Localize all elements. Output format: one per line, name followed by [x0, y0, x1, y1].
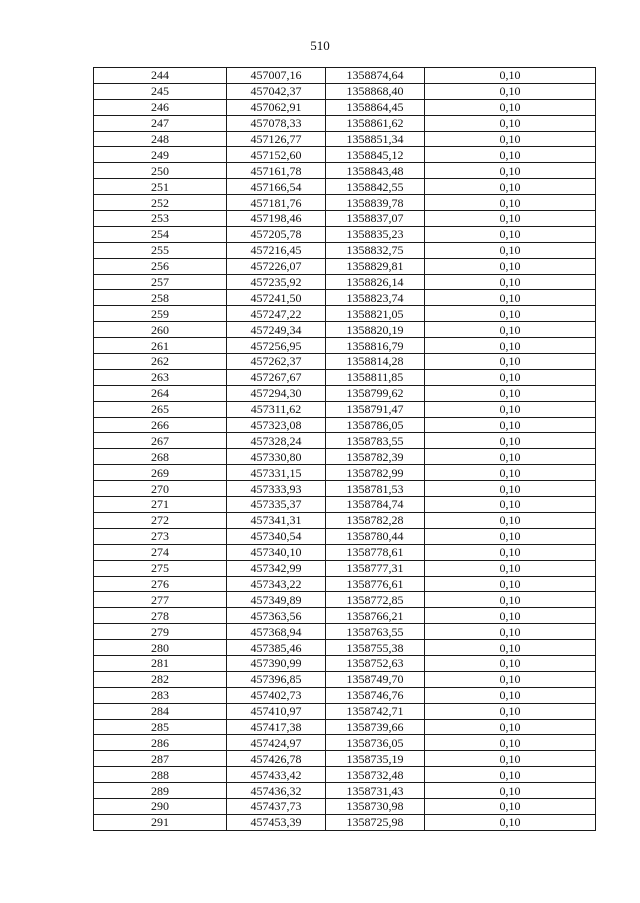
- y-coordinate-cell: 1358763,55: [326, 624, 425, 640]
- point-number-cell: 250: [94, 163, 227, 179]
- y-coordinate-cell: 1358736,05: [326, 735, 425, 751]
- y-coordinate-cell: 1358799,62: [326, 385, 425, 401]
- point-number-cell: 270: [94, 481, 227, 497]
- y-coordinate-cell: 1358730,98: [326, 798, 425, 814]
- y-coordinate-cell: 1358766,21: [326, 608, 425, 624]
- y-coordinate-cell: 1358778,61: [326, 544, 425, 560]
- x-coordinate-cell: 457007,16: [227, 68, 326, 84]
- point-number-cell: 291: [94, 814, 227, 830]
- y-coordinate-cell: 1358781,53: [326, 481, 425, 497]
- x-coordinate-cell: 457256,95: [227, 338, 326, 354]
- accuracy-cell: 0,10: [425, 115, 596, 131]
- y-coordinate-cell: 1358864,45: [326, 99, 425, 115]
- x-coordinate-cell: 457368,94: [227, 624, 326, 640]
- table-row: [94, 385, 596, 401]
- point-number-cell: 280: [94, 640, 227, 656]
- x-coordinate-cell: 457198,46: [227, 211, 326, 227]
- x-coordinate-cell: 457311,62: [227, 401, 326, 417]
- y-coordinate-cell: 1358835,23: [326, 226, 425, 242]
- point-number-cell: 284: [94, 703, 227, 719]
- table-row: [94, 68, 596, 84]
- table-row: [94, 290, 596, 306]
- point-number-cell: 268: [94, 449, 227, 465]
- y-coordinate-cell: 1358739,66: [326, 719, 425, 735]
- x-coordinate-cell: 457335,37: [227, 497, 326, 513]
- accuracy-cell: 0,10: [425, 814, 596, 830]
- table-row: [94, 131, 596, 147]
- accuracy-cell: 0,10: [425, 226, 596, 242]
- point-number-cell: 244: [94, 68, 227, 84]
- y-coordinate-cell: 1358811,85: [326, 369, 425, 385]
- point-number-cell: 263: [94, 369, 227, 385]
- accuracy-cell: 0,10: [425, 783, 596, 799]
- x-coordinate-cell: 457161,78: [227, 163, 326, 179]
- table-row: [94, 354, 596, 370]
- accuracy-cell: 0,10: [425, 163, 596, 179]
- accuracy-cell: 0,10: [425, 83, 596, 99]
- table-row: [94, 83, 596, 99]
- x-coordinate-cell: 457453,39: [227, 814, 326, 830]
- y-coordinate-cell: 1358820,19: [326, 322, 425, 338]
- point-number-cell: 255: [94, 242, 227, 258]
- accuracy-cell: 0,10: [425, 290, 596, 306]
- accuracy-cell: 0,10: [425, 751, 596, 767]
- x-coordinate-cell: 457343,22: [227, 576, 326, 592]
- x-coordinate-cell: 457042,37: [227, 83, 326, 99]
- table-row: [94, 544, 596, 560]
- accuracy-cell: 0,10: [425, 560, 596, 576]
- point-number-cell: 278: [94, 608, 227, 624]
- x-coordinate-cell: 457166,54: [227, 179, 326, 195]
- y-coordinate-cell: 1358742,71: [326, 703, 425, 719]
- point-number-cell: 254: [94, 226, 227, 242]
- y-coordinate-cell: 1358829,81: [326, 258, 425, 274]
- x-coordinate-cell: 457402,73: [227, 687, 326, 703]
- y-coordinate-cell: 1358749,70: [326, 671, 425, 687]
- table-row: [94, 449, 596, 465]
- point-number-cell: 282: [94, 671, 227, 687]
- accuracy-cell: 0,10: [425, 497, 596, 513]
- x-coordinate-cell: 457342,99: [227, 560, 326, 576]
- x-coordinate-cell: 457216,45: [227, 242, 326, 258]
- x-coordinate-cell: 457205,78: [227, 226, 326, 242]
- x-coordinate-cell: 457330,80: [227, 449, 326, 465]
- accuracy-cell: 0,10: [425, 258, 596, 274]
- accuracy-cell: 0,10: [425, 147, 596, 163]
- point-number-cell: 258: [94, 290, 227, 306]
- x-coordinate-cell: 457437,73: [227, 798, 326, 814]
- point-number-cell: 290: [94, 798, 227, 814]
- x-coordinate-cell: 457417,38: [227, 719, 326, 735]
- accuracy-cell: 0,10: [425, 211, 596, 227]
- x-coordinate-cell: 457323,08: [227, 417, 326, 433]
- table-row: [94, 242, 596, 258]
- table-row: [94, 703, 596, 719]
- point-number-cell: 273: [94, 528, 227, 544]
- table-row: [94, 401, 596, 417]
- point-number-cell: 266: [94, 417, 227, 433]
- accuracy-cell: 0,10: [425, 131, 596, 147]
- y-coordinate-cell: 1358851,34: [326, 131, 425, 147]
- table-row: [94, 195, 596, 211]
- y-coordinate-cell: 1358777,31: [326, 560, 425, 576]
- x-coordinate-cell: 457331,15: [227, 465, 326, 481]
- table-body: [94, 68, 596, 831]
- y-coordinate-cell: 1358823,74: [326, 290, 425, 306]
- point-number-cell: 269: [94, 465, 227, 481]
- table-row: [94, 369, 596, 385]
- table-row: [94, 99, 596, 115]
- x-coordinate-cell: 457390,99: [227, 655, 326, 671]
- y-coordinate-cell: 1358782,39: [326, 449, 425, 465]
- y-coordinate-cell: 1358752,63: [326, 655, 425, 671]
- point-number-cell: 277: [94, 592, 227, 608]
- table-row: [94, 735, 596, 751]
- point-number-cell: 286: [94, 735, 227, 751]
- x-coordinate-cell: 457181,76: [227, 195, 326, 211]
- table-row: [94, 274, 596, 290]
- x-coordinate-cell: 457396,85: [227, 671, 326, 687]
- table-row: [94, 655, 596, 671]
- accuracy-cell: 0,10: [425, 385, 596, 401]
- accuracy-cell: 0,10: [425, 512, 596, 528]
- accuracy-cell: 0,10: [425, 322, 596, 338]
- x-coordinate-cell: 457267,67: [227, 369, 326, 385]
- table-row: [94, 528, 596, 544]
- point-number-cell: 248: [94, 131, 227, 147]
- accuracy-cell: 0,10: [425, 99, 596, 115]
- x-coordinate-cell: 457249,34: [227, 322, 326, 338]
- y-coordinate-cell: 1358837,07: [326, 211, 425, 227]
- accuracy-cell: 0,10: [425, 306, 596, 322]
- x-coordinate-cell: 457349,89: [227, 592, 326, 608]
- accuracy-cell: 0,10: [425, 544, 596, 560]
- table-row: [94, 512, 596, 528]
- y-coordinate-cell: 1358731,43: [326, 783, 425, 799]
- accuracy-cell: 0,10: [425, 433, 596, 449]
- x-coordinate-cell: 457385,46: [227, 640, 326, 656]
- table-row: [94, 147, 596, 163]
- point-number-cell: 271: [94, 497, 227, 513]
- point-number-cell: 264: [94, 385, 227, 401]
- point-number-cell: 279: [94, 624, 227, 640]
- table-row: [94, 560, 596, 576]
- table-row: [94, 608, 596, 624]
- table-row: [94, 687, 596, 703]
- table-row: [94, 211, 596, 227]
- accuracy-cell: 0,10: [425, 401, 596, 417]
- x-coordinate-cell: 457340,54: [227, 528, 326, 544]
- table-row: [94, 814, 596, 830]
- y-coordinate-cell: 1358874,64: [326, 68, 425, 84]
- accuracy-cell: 0,10: [425, 369, 596, 385]
- table-row: [94, 592, 596, 608]
- table-row: [94, 322, 596, 338]
- table-row: [94, 258, 596, 274]
- table-row: [94, 338, 596, 354]
- accuracy-cell: 0,10: [425, 465, 596, 481]
- point-number-cell: 276: [94, 576, 227, 592]
- point-number-cell: 249: [94, 147, 227, 163]
- x-coordinate-cell: 457410,97: [227, 703, 326, 719]
- accuracy-cell: 0,10: [425, 242, 596, 258]
- point-number-cell: 256: [94, 258, 227, 274]
- y-coordinate-cell: 1358868,40: [326, 83, 425, 99]
- x-coordinate-cell: 457363,56: [227, 608, 326, 624]
- x-coordinate-cell: 457078,33: [227, 115, 326, 131]
- table-row: [94, 751, 596, 767]
- point-number-cell: 257: [94, 274, 227, 290]
- y-coordinate-cell: 1358782,99: [326, 465, 425, 481]
- y-coordinate-cell: 1358782,28: [326, 512, 425, 528]
- x-coordinate-cell: 457062,91: [227, 99, 326, 115]
- accuracy-cell: 0,10: [425, 528, 596, 544]
- table-row: [94, 417, 596, 433]
- y-coordinate-cell: 1358776,61: [326, 576, 425, 592]
- table-row: [94, 465, 596, 481]
- accuracy-cell: 0,10: [425, 624, 596, 640]
- y-coordinate-cell: 1358735,19: [326, 751, 425, 767]
- point-number-cell: 267: [94, 433, 227, 449]
- table-row: [94, 115, 596, 131]
- point-number-cell: 289: [94, 783, 227, 799]
- table-row: [94, 433, 596, 449]
- x-coordinate-cell: 457328,24: [227, 433, 326, 449]
- x-coordinate-cell: 457247,22: [227, 306, 326, 322]
- point-number-cell: 245: [94, 83, 227, 99]
- table-row: [94, 179, 596, 195]
- point-number-cell: 259: [94, 306, 227, 322]
- accuracy-cell: 0,10: [425, 703, 596, 719]
- y-coordinate-cell: 1358814,28: [326, 354, 425, 370]
- y-coordinate-cell: 1358780,44: [326, 528, 425, 544]
- point-number-cell: 283: [94, 687, 227, 703]
- table-row: [94, 624, 596, 640]
- y-coordinate-cell: 1358816,79: [326, 338, 425, 354]
- point-number-cell: 260: [94, 322, 227, 338]
- accuracy-cell: 0,10: [425, 735, 596, 751]
- y-coordinate-cell: 1358732,48: [326, 767, 425, 783]
- coordinates-table-container: [93, 67, 595, 831]
- point-number-cell: 247: [94, 115, 227, 131]
- coordinates-table: [93, 67, 596, 831]
- accuracy-cell: 0,10: [425, 338, 596, 354]
- x-coordinate-cell: 457152,60: [227, 147, 326, 163]
- table-row: [94, 719, 596, 735]
- table-row: [94, 576, 596, 592]
- x-coordinate-cell: 457433,42: [227, 767, 326, 783]
- table-row: [94, 767, 596, 783]
- y-coordinate-cell: 1358791,47: [326, 401, 425, 417]
- accuracy-cell: 0,10: [425, 767, 596, 783]
- y-coordinate-cell: 1358842,55: [326, 179, 425, 195]
- y-coordinate-cell: 1358755,38: [326, 640, 425, 656]
- x-coordinate-cell: 457426,78: [227, 751, 326, 767]
- point-number-cell: 262: [94, 354, 227, 370]
- table-row: [94, 783, 596, 799]
- y-coordinate-cell: 1358784,74: [326, 497, 425, 513]
- point-number-cell: 253: [94, 211, 227, 227]
- x-coordinate-cell: 457340,10: [227, 544, 326, 560]
- accuracy-cell: 0,10: [425, 417, 596, 433]
- accuracy-cell: 0,10: [425, 179, 596, 195]
- x-coordinate-cell: 457235,92: [227, 274, 326, 290]
- y-coordinate-cell: 1358772,85: [326, 592, 425, 608]
- point-number-cell: 287: [94, 751, 227, 767]
- y-coordinate-cell: 1358746,76: [326, 687, 425, 703]
- point-number-cell: 275: [94, 560, 227, 576]
- accuracy-cell: 0,10: [425, 608, 596, 624]
- y-coordinate-cell: 1358725,98: [326, 814, 425, 830]
- y-coordinate-cell: 1358783,55: [326, 433, 425, 449]
- accuracy-cell: 0,10: [425, 671, 596, 687]
- x-coordinate-cell: 457241,50: [227, 290, 326, 306]
- table-row: [94, 226, 596, 242]
- x-coordinate-cell: 457294,30: [227, 385, 326, 401]
- point-number-cell: 274: [94, 544, 227, 560]
- y-coordinate-cell: 1358839,78: [326, 195, 425, 211]
- point-number-cell: 265: [94, 401, 227, 417]
- x-coordinate-cell: 457341,31: [227, 512, 326, 528]
- x-coordinate-cell: 457424,97: [227, 735, 326, 751]
- accuracy-cell: 0,10: [425, 195, 596, 211]
- accuracy-cell: 0,10: [425, 354, 596, 370]
- x-coordinate-cell: 457333,93: [227, 481, 326, 497]
- point-number-cell: 261: [94, 338, 227, 354]
- accuracy-cell: 0,10: [425, 481, 596, 497]
- accuracy-cell: 0,10: [425, 655, 596, 671]
- y-coordinate-cell: 1358843,48: [326, 163, 425, 179]
- x-coordinate-cell: 457226,07: [227, 258, 326, 274]
- point-number-cell: 281: [94, 655, 227, 671]
- y-coordinate-cell: 1358845,12: [326, 147, 425, 163]
- accuracy-cell: 0,10: [425, 274, 596, 290]
- table-row: [94, 481, 596, 497]
- table-row: [94, 798, 596, 814]
- y-coordinate-cell: 1358861,62: [326, 115, 425, 131]
- point-number-cell: 285: [94, 719, 227, 735]
- accuracy-cell: 0,10: [425, 687, 596, 703]
- accuracy-cell: 0,10: [425, 592, 596, 608]
- accuracy-cell: 0,10: [425, 68, 596, 84]
- x-coordinate-cell: 457436,32: [227, 783, 326, 799]
- table-row: [94, 306, 596, 322]
- table-row: [94, 640, 596, 656]
- point-number-cell: 288: [94, 767, 227, 783]
- point-number-cell: 252: [94, 195, 227, 211]
- y-coordinate-cell: 1358826,14: [326, 274, 425, 290]
- x-coordinate-cell: 457126,77: [227, 131, 326, 147]
- point-number-cell: 272: [94, 512, 227, 528]
- page-number: 510: [310, 38, 330, 53]
- y-coordinate-cell: 1358832,75: [326, 242, 425, 258]
- x-coordinate-cell: 457262,37: [227, 354, 326, 370]
- accuracy-cell: 0,10: [425, 449, 596, 465]
- y-coordinate-cell: 1358821,05: [326, 306, 425, 322]
- accuracy-cell: 0,10: [425, 576, 596, 592]
- point-number-cell: 251: [94, 179, 227, 195]
- accuracy-cell: 0,10: [425, 719, 596, 735]
- accuracy-cell: 0,10: [425, 798, 596, 814]
- table-row: [94, 671, 596, 687]
- point-number-cell: 246: [94, 99, 227, 115]
- table-row: [94, 497, 596, 513]
- y-coordinate-cell: 1358786,05: [326, 417, 425, 433]
- table-row: [94, 163, 596, 179]
- accuracy-cell: 0,10: [425, 640, 596, 656]
